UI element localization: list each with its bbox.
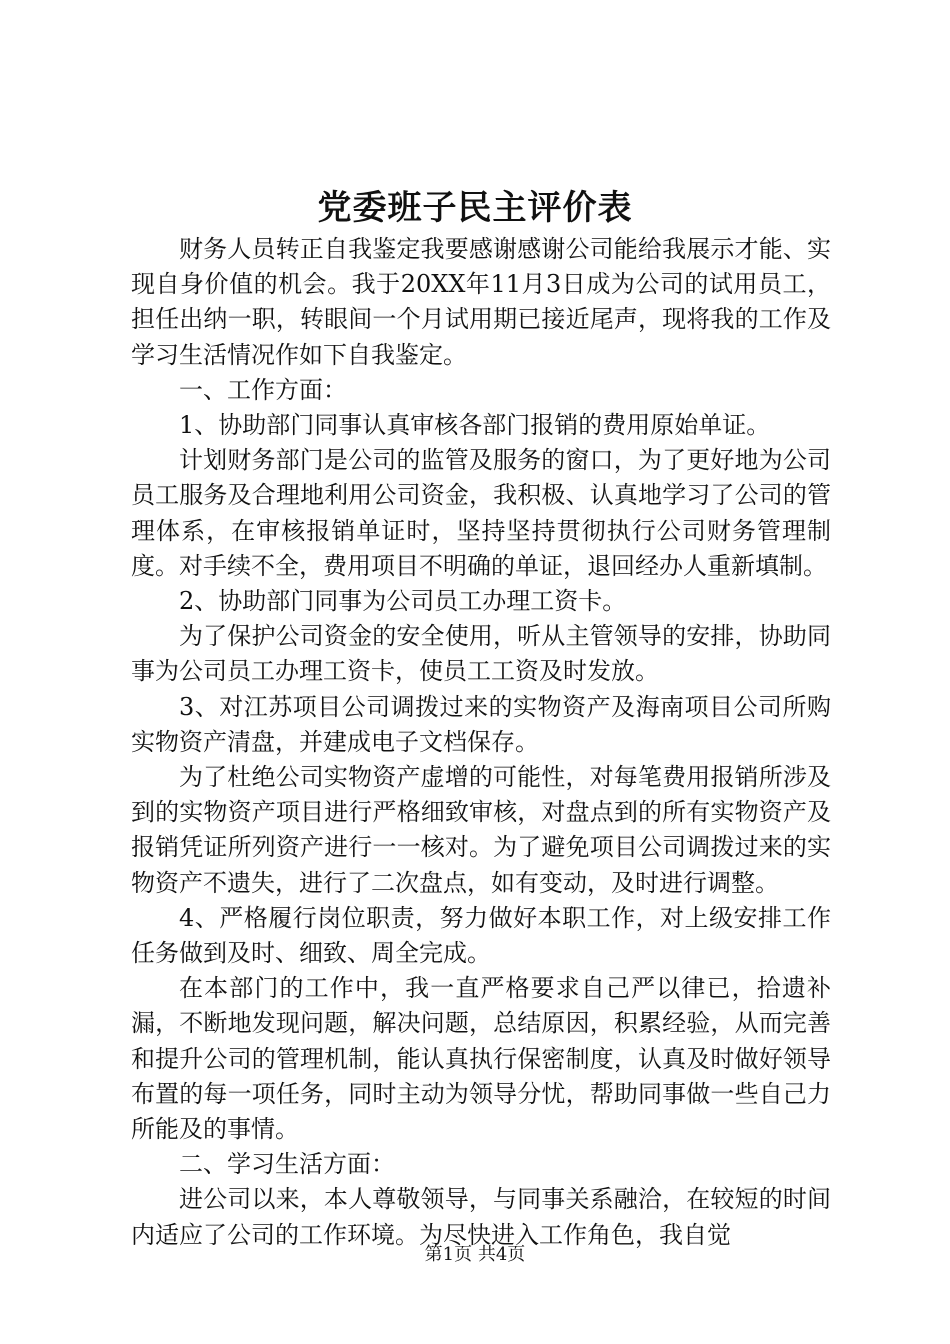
page-footer: 第1页 共4页 [424,1244,526,1265]
paragraph-item-1-detail: 计划财务部门是公司的监管及服务的窗口，为了更好地为公司员工服务及合理地利用公司资金，我积极、认真地学习了公司的管理体系，在审核报销单证时，坚持坚持贯彻执行公司财务管理制度。对手续不全，费用项目不明确的单证，退回经办人重新填制。 [131,446,831,580]
paragraph-item-4-detail: 在本部门的工作中，我一直严格要求自己严以律已，拾遗补漏，不断地发现问题，解决问题，总结原因，积累经验，从而完善和提升公司的管理机制，能认真执行保密制度，认真及时做好领导布置的每一项任务，同时主动为领导分忧，帮助同事做一些自己力所能及的事情。 [131,974,831,1144]
paragraph-item-3-detail: 为了杜绝公司实物资产虚增的可能性，对每笔费用报销所涉及到的实物资产项目进行严格细致审核，对盘点到的所有实物资产及报销凭证所列资产进行一一核对。为了避免项目公司调拨过来的实物资产不遗失，进行了二次盘点，如有变动，及时进行调整。 [131,763,831,897]
document-title: 党委班子民主评价表 [317,188,633,228]
list-item-4: 4、严格履行岗位职责，努力做好本职工作，对上级安排工作任务做到及时、细致、周全完成。 [131,903,831,968]
list-item-3: 3、对江苏项目公司调拨过来的实物资产及海南项目公司所购实物资产清盘，并建成电子文档保存。 [131,692,831,756]
paragraph-item-2-detail: 为了保护公司资金的安全使用，听从主管领导的安排，协助同事为公司员工办理工资卡，使员工工资及时发放。 [131,622,831,686]
document-body [131,232,831,1253]
section-heading-study: 二、学习生活方面： [179,1150,395,1179]
section-heading-work: 一、工作方面： [179,375,347,404]
list-item-1: 1、协助部门同事认真审核各部门报销的费用原始单证。 [179,411,771,440]
paragraph-intro: 财务人员转正自我鉴定我要感谢感谢公司能给我展示才能、实现自身价值的机会。我于20XX年11月3日成为公司的试用员工，担任出纳一职，转眼间一个月试用期已接近尾声，现将我的工作及学习生活情况作如下自我鉴定。 [131,235,831,369]
paragraph-study-detail: 进公司以来，本人尊敬领导，与同事关系融洽，在较短的时间内适应了公司的工作环境。为尽快进入工作角色，我自觉 [131,1185,831,1249]
list-item-2: 2、协助部门同事为公司员工办理工资卡。 [179,587,627,616]
